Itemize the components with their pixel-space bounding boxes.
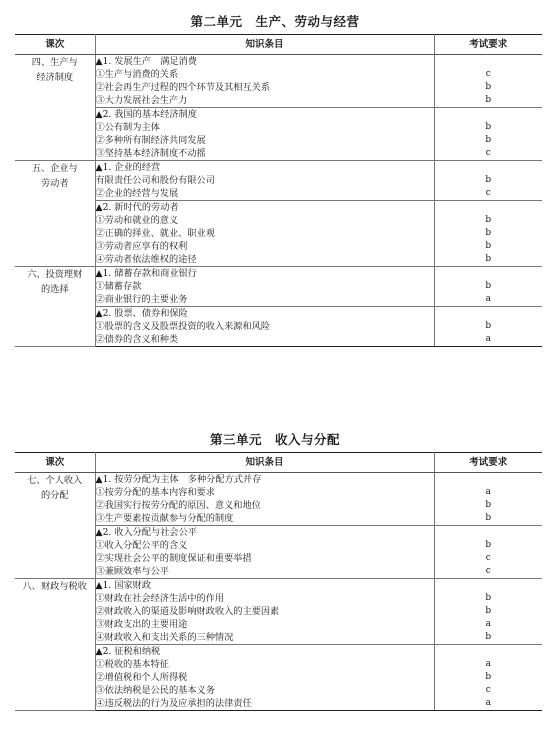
table-header-row	[15, 453, 542, 473]
requirement-level: a	[485, 619, 491, 629]
requirement-spacer	[435, 161, 543, 174]
knowledge-item: ②企业的经营与发展	[95, 188, 179, 199]
knowledge-item: ①劳动和就业的意义	[95, 215, 179, 226]
lesson-name	[15, 55, 95, 161]
knowledge-items	[95, 201, 434, 267]
requirement-level: b	[485, 606, 492, 616]
knowledge-item: ①收入分配公平的含义	[95, 540, 188, 551]
lesson-name-line: 七、个人收入	[27, 475, 83, 486]
requirement-cell	[434, 201, 542, 267]
knowledge-item: ③坚持基本经济制度不动摇	[95, 148, 206, 159]
knowledge-item: ③生产要素按贡献参与分配的制度	[95, 513, 234, 524]
requirement-level: c	[485, 553, 491, 563]
lesson-name-line: 八、财政与税收	[22, 581, 87, 592]
requirement-spacer	[435, 473, 543, 486]
requirement-level: c	[485, 685, 491, 695]
knowledge-item: ④劳动者依法维权的途径	[95, 254, 197, 265]
knowledge-items	[95, 267, 434, 307]
requirement-level: c	[485, 69, 491, 79]
requirement-cell	[434, 267, 542, 307]
group-heading: ▲1. 企业的经营	[95, 162, 161, 173]
knowledge-group-row	[15, 579, 542, 645]
lesson-name	[15, 161, 95, 267]
knowledge-item: ③财政支出的主要用途	[95, 619, 188, 630]
knowledge-table	[15, 34, 542, 347]
requirement-level: b	[485, 135, 492, 145]
knowledge-item: ②多种所有制经济共同发展	[95, 135, 206, 146]
lesson-name-line: 经济制度	[36, 72, 74, 83]
knowledge-items	[95, 161, 434, 201]
requirement-spacer	[435, 108, 543, 121]
requirement-spacer	[435, 267, 543, 280]
requirement-level: a	[485, 659, 491, 669]
lesson-name	[15, 473, 95, 579]
lesson-name	[15, 579, 95, 711]
knowledge-item: ①生产与消费的关系	[95, 69, 179, 80]
requirement-level: b	[485, 513, 492, 523]
requirement-header: 考试要求	[434, 35, 542, 55]
knowledge-item: ②增值税和个人所得税	[95, 672, 188, 683]
course-header: 课次	[15, 35, 95, 55]
course-header: 课次	[15, 453, 95, 473]
unit-title: 第二单元 生产、劳动与经营	[190, 14, 360, 29]
lesson-name-line: 五、企业与	[31, 163, 78, 174]
knowledge-item: ③兼顾效率与公平	[95, 566, 169, 577]
requirement-level: c	[485, 188, 491, 198]
lesson-name-line: 六、投资理财	[27, 269, 83, 280]
knowledge-item: ③劳动者应享有的权利	[95, 241, 188, 252]
knowledge-item: ③依法纳税是公民的基本义务	[95, 685, 215, 696]
knowledge-group-row	[15, 267, 542, 307]
knowledge-group-row	[15, 161, 542, 201]
knowledge-group-row	[15, 526, 542, 579]
requirement-spacer	[435, 645, 543, 658]
requirement-level: b	[485, 228, 492, 238]
requirement-level: b	[485, 82, 492, 92]
knowledge-item: ①股票的含义及股票投资的收入来源和风险	[95, 321, 271, 332]
requirement-level: c	[485, 148, 491, 158]
knowledge-items	[95, 473, 434, 526]
knowledge-items	[95, 108, 434, 161]
knowledge-group-row	[15, 201, 542, 267]
lesson-name-line: 的分配	[40, 490, 69, 501]
requirement-level: b	[485, 175, 492, 185]
requirement-cell	[434, 108, 542, 161]
requirement-cell	[434, 161, 542, 201]
knowledge-item: ③大力发展社会生产力	[95, 95, 188, 106]
requirement-level: b	[485, 500, 492, 510]
requirement-cell	[434, 645, 542, 711]
group-heading: ▲2. 我国的基本经济制度	[95, 109, 197, 120]
knowledge-group-row	[15, 473, 542, 526]
requirement-level: b	[485, 122, 492, 132]
knowledge-item: ①公有制为主体	[95, 122, 160, 133]
requirement-spacer	[435, 55, 543, 68]
requirement-level: b	[485, 540, 492, 550]
requirement-cell	[434, 579, 542, 645]
group-heading: ▲2. 征税和纳税	[95, 646, 161, 657]
requirement-header: 考试要求	[434, 453, 542, 473]
knowledge-group-row	[15, 108, 542, 161]
unit-title: 第三单元 收入与分配	[209, 432, 340, 447]
knowledge-item: ②债券的含义和种类	[95, 334, 179, 345]
lesson-name-line: 的选择	[40, 284, 69, 295]
knowledge-items	[95, 55, 434, 108]
knowledge-item: ②财政收入的渠道及影响财政收入的主要因素	[95, 606, 280, 617]
group-heading: ▲2. 股票、债券和保险	[95, 308, 188, 319]
table-header-row	[15, 35, 542, 55]
requirement-level: c	[485, 566, 491, 576]
requirement-spacer	[435, 579, 543, 592]
lesson-name	[15, 267, 95, 347]
knowledge-table	[15, 452, 542, 711]
knowledge-header: 知识条目	[95, 35, 434, 55]
requirement-level: a	[485, 294, 491, 304]
knowledge-header: 知识条目	[95, 453, 434, 473]
knowledge-items	[95, 526, 434, 579]
knowledge-item: ①税收的基本特征	[95, 659, 169, 670]
knowledge-item: ①储蓄存款	[95, 281, 142, 292]
group-heading: ▲1. 发展生产 满足消费	[95, 56, 197, 67]
lesson-name-line: 四、生产与	[31, 57, 78, 68]
group-heading: ▲1. 国家财政	[95, 580, 152, 591]
requirement-level: b	[485, 281, 492, 291]
group-heading: ▲1. 按劳分配为主体 多种分配方式并存	[95, 474, 262, 485]
requirement-level: b	[485, 632, 492, 642]
group-heading: ▲2. 新时代的劳动者	[95, 202, 179, 213]
requirement-spacer	[435, 307, 543, 320]
knowledge-items	[95, 645, 434, 711]
requirement-cell	[434, 526, 542, 579]
lesson-name-line: 劳动者	[40, 178, 69, 189]
requirement-spacer	[435, 201, 543, 214]
requirement-level: a	[485, 698, 491, 708]
requirement-level: b	[485, 593, 492, 603]
knowledge-item: ②我国实行按劳分配的原因、意义和地位	[95, 500, 261, 511]
requirement-level: b	[485, 254, 492, 264]
requirement-level: b	[485, 321, 492, 331]
knowledge-items	[95, 579, 434, 645]
group-heading: ▲1. 储蓄存款和商业银行	[95, 268, 197, 279]
requirement-level: b	[485, 241, 492, 251]
knowledge-item: 有限责任公司和股份有限公司	[95, 175, 215, 186]
group-heading: ▲2. 收入分配与社会公平	[95, 527, 197, 538]
knowledge-item: ②实现社会公平的制度保证和重要举措	[95, 553, 252, 564]
knowledge-item: ①按劳分配的基本内容和要求	[95, 487, 215, 498]
knowledge-group-row	[15, 645, 542, 711]
requirement-level: b	[485, 95, 492, 105]
knowledge-item: ②正确的择业、就业、职业观	[95, 228, 215, 239]
requirement-level: b	[485, 672, 492, 682]
knowledge-group-row	[15, 55, 542, 108]
requirement-cell	[434, 55, 542, 108]
knowledge-item: ④违反税法的行为及应承担的法律责任	[95, 698, 252, 709]
requirement-level: a	[485, 334, 491, 344]
requirement-cell	[434, 473, 542, 526]
requirement-level: a	[485, 487, 491, 497]
knowledge-items	[95, 307, 434, 347]
requirement-level: b	[485, 215, 492, 225]
knowledge-group-row	[15, 307, 542, 347]
requirement-cell	[434, 307, 542, 347]
knowledge-item: ②社会再生产过程的四个环节及其相互关系	[95, 82, 271, 93]
knowledge-item: ②商业银行的主要业务	[95, 294, 188, 305]
knowledge-item: ④财政收入和支出关系的三种情况	[95, 632, 234, 643]
knowledge-item: ①财政在社会经济生活中的作用	[95, 593, 225, 604]
requirement-spacer	[435, 526, 543, 539]
